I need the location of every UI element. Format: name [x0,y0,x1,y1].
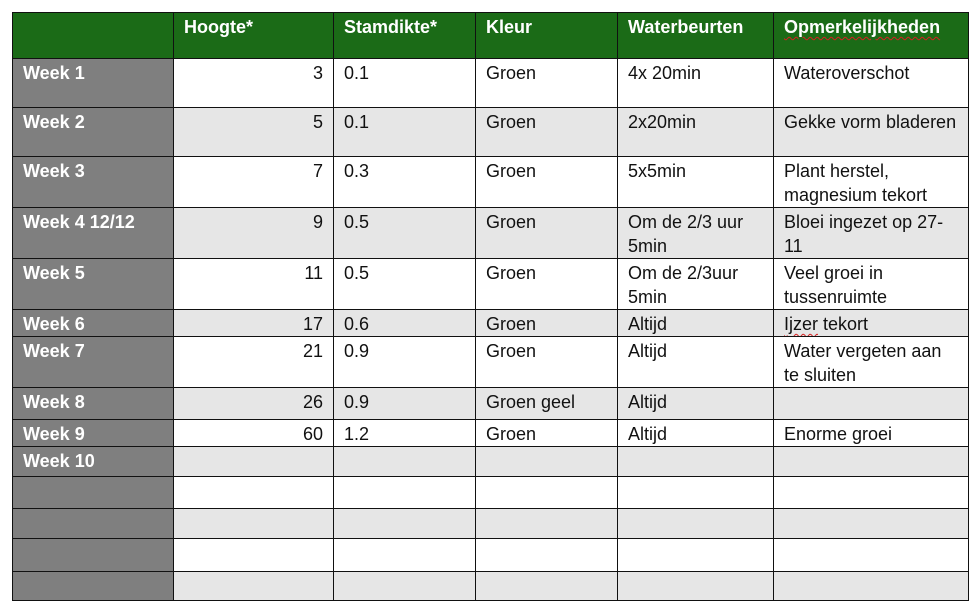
cell-stamdikte: 0.1 [334,59,476,108]
cell-kleur: Groen [476,208,618,259]
opm-text: Ijzer tekort [784,314,869,334]
cell-opmerkelijkheden [774,310,969,337]
cell-waterbeurten: Om de 2/3uur 5min [618,259,774,310]
table-row [13,509,969,539]
cell-hoogte [174,477,334,509]
cell-waterbeurten: Altijd [618,388,774,420]
cell-opmerkelijkheden: Plant herstel, magnesium tekort [774,157,969,208]
cell-hoogte [174,572,334,601]
cell-waterbeurten: Altijd [618,337,774,388]
table-row [13,477,969,509]
cell-week: Week 8 [13,388,174,420]
cell-stamdikte: 1.2 [334,420,476,447]
cell-hoogte: 5 [174,108,334,157]
cell-week: Week 3 [13,157,174,208]
table-row [13,572,969,601]
cell-opmerkelijkheden [774,388,969,420]
cell-week [13,572,174,601]
table-row [13,157,969,208]
cell-week [13,477,174,509]
header-waterbeurten: Waterbeurten [618,13,774,59]
cell-hoogte [174,447,334,477]
header-kleur: Kleur [476,13,618,59]
header-hoogte: Hoogte* [174,13,334,59]
table-row [13,337,969,388]
table-row [13,388,969,420]
cell-opmerkelijkheden [774,539,969,572]
table-row [13,447,969,477]
cell-waterbeurten: Altijd [618,420,774,447]
table-row [13,420,969,447]
cell-stamdikte [334,447,476,477]
cell-kleur: Groen [476,259,618,310]
cell-hoogte: 21 [174,337,334,388]
cell-week [13,509,174,539]
cell-week: Week 9 [13,420,174,447]
cell-week: Week 7 [13,337,174,388]
cell-kleur [476,539,618,572]
header-row [13,13,969,59]
cell-stamdikte: 0.6 [334,310,476,337]
cell-opmerkelijkheden [774,447,969,477]
cell-week: Week 6 [13,310,174,337]
cell-stamdikte [334,509,476,539]
table-row [13,310,969,337]
cell-waterbeurten [618,447,774,477]
table-row [13,208,969,259]
cell-opmerkelijkheden: Gekke vorm bladeren [774,108,969,157]
cell-hoogte: 7 [174,157,334,208]
cell-kleur: Groen [476,157,618,208]
cell-kleur: Groen [476,108,618,157]
cell-opmerkelijkheden [774,572,969,601]
cell-kleur: Groen geel [476,388,618,420]
growth-log-table [12,12,969,601]
cell-hoogte: 11 [174,259,334,310]
cell-kleur: Groen [476,310,618,337]
cell-week: Week 4 12/12 [13,208,174,259]
header-opmerkelijkheden: Opmerkelijkheden [774,13,969,59]
cell-week: Week 10 [13,447,174,477]
cell-waterbeurten: Altijd [618,310,774,337]
table-row [13,59,969,108]
cell-week [13,539,174,572]
cell-opmerkelijkheden: Wateroverschot [774,59,969,108]
cell-stamdikte [334,572,476,601]
table-row [13,108,969,157]
cell-kleur [476,477,618,509]
cell-week: Week 2 [13,108,174,157]
cell-opmerkelijkheden [774,509,969,539]
cell-hoogte [174,509,334,539]
cell-opmerkelijkheden: Water vergeten aan te sluiten [774,337,969,388]
cell-kleur: Groen [476,337,618,388]
cell-opmerkelijkheden: Bloei ingezet op 27-11 [774,208,969,259]
cell-waterbeurten [618,539,774,572]
cell-hoogte: 60 [174,420,334,447]
cell-week: Week 1 [13,59,174,108]
cell-hoogte: 3 [174,59,334,108]
cell-hoogte [174,539,334,572]
cell-kleur: Groen [476,59,618,108]
cell-opmerkelijkheden [774,477,969,509]
cell-opmerkelijkheden: Veel groei in tussenruimte [774,259,969,310]
cell-hoogte: 9 [174,208,334,259]
cell-kleur [476,447,618,477]
cell-waterbeurten: Om de 2/3 uur 5min [618,208,774,259]
cell-stamdikte: 0.9 [334,388,476,420]
cell-stamdikte: 0.3 [334,157,476,208]
cell-hoogte: 17 [174,310,334,337]
cell-week: Week 5 [13,259,174,310]
cell-stamdikte: 0.5 [334,259,476,310]
cell-waterbeurten [618,509,774,539]
cell-stamdikte [334,539,476,572]
cell-waterbeurten [618,572,774,601]
cell-stamdikte: 0.9 [334,337,476,388]
cell-kleur [476,572,618,601]
cell-waterbeurten: 4x 20min [618,59,774,108]
cell-opmerkelijkheden: Enorme groei [774,420,969,447]
cell-stamdikte: 0.5 [334,208,476,259]
header-stamdikte: Stamdikte* [334,13,476,59]
cell-stamdikte: 0.1 [334,108,476,157]
cell-waterbeurten [618,477,774,509]
cell-hoogte: 26 [174,388,334,420]
header-corner [13,13,174,59]
table-row [13,539,969,572]
table-row [13,259,969,310]
cell-waterbeurten: 2x20min [618,108,774,157]
cell-kleur [476,509,618,539]
cell-stamdikte [334,477,476,509]
cell-kleur: Groen [476,420,618,447]
cell-waterbeurten: 5x5min [618,157,774,208]
